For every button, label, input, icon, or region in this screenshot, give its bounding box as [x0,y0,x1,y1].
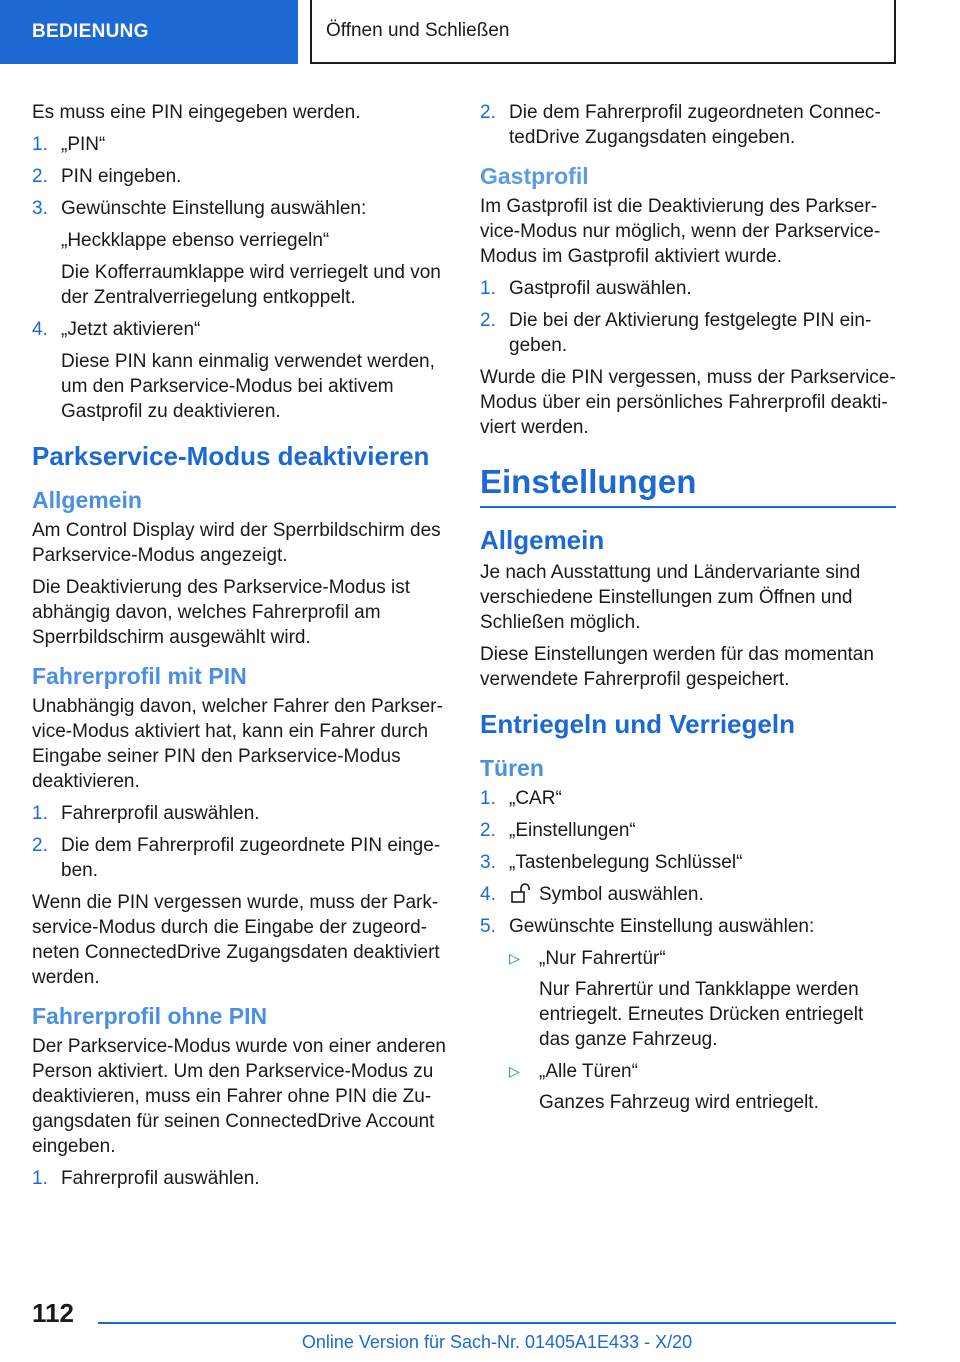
continued-steps [480,100,896,150]
unlock-icon [511,883,533,903]
step-number: 2. [32,166,48,187]
step-text: „Tastenbelegung Schlüssel“ [509,852,743,873]
step-number: 2. [480,310,496,331]
step-text: Die dem Fahrerprofil zugeordneten ConnectedDrive Zugangsdaten eingeben. [509,102,881,148]
guest-steps [480,276,896,358]
footer-text: Online Version für Sach-Nr. 01405A1E433 - X/20 [301,1332,693,1352]
paragraph: Die Deaktivierung des Parkservice-Modus ist abhängig davon, welches Fahrerprofil am Sperrbildschirm ausgewählt wird. [32,577,411,648]
step-text: Symbol auswählen. [539,884,704,905]
triangle-bullet-icon: ▷ [509,950,520,966]
step-note: Diese PIN kann einmalig verwendet werden, um den Parkservice-Modus bei aktivem Gastprofil zu deaktivieren. [61,351,435,422]
step-number: 3. [480,852,496,873]
step-text: „Jetzt aktivieren“ [61,319,201,340]
list-item [480,308,896,358]
step-text: Fahrerprofil auswählen. [61,803,260,824]
section-label: BEDIENUNG [0,0,298,64]
heading-general: Allgemein [32,487,142,513]
list-item [32,196,452,310]
step-option: „Heckklappe ebenso verriegeln“ [61,230,330,251]
step-number: 1. [32,1168,48,1189]
heading-general: Allgemein [480,525,605,555]
option-note: Ganzes Fahrzeug wird entriegelt. [539,1092,819,1113]
chapter-title: Öffnen und Schließen [310,0,896,64]
step-number: 1. [32,803,48,824]
list-item [32,801,452,826]
heading-settings: Einstellungen [480,460,896,508]
list-item [32,317,452,424]
intro-text: Es muss eine PIN eingegeben werden. [32,102,361,123]
list-item [480,276,896,301]
pin-steps [32,132,452,424]
step-text: „Einstellungen“ [509,820,636,841]
heading-doors: Türen [480,755,544,781]
step-number: 4. [32,319,48,340]
paragraph: Unabhängig davon, welcher Fahrer den Parkservice-Modus aktiviert hat, kann ein Fahrer durch Eingabe seiner PIN den Parkservice-Modus deaktivieren. [32,696,443,792]
step-text: Die bei der Aktivierung festgelegte PIN eingeben. [509,310,872,356]
paragraph: Je nach Ausstattung und Ländervariante sind verschiedene Einstellungen zum Öffnen und Schließen möglich. [480,562,861,633]
left-column [32,100,452,1198]
option-item [509,1059,896,1115]
step-number: 2. [32,835,48,856]
step-number: 1. [32,134,48,155]
list-item [480,100,896,150]
step-number: 4. [480,884,496,905]
step-text: Gewünschte Einstellung auswählen: [509,916,815,937]
list-item [480,818,896,843]
page-footer [0,1290,960,1362]
step-text: Die dem Fahrerprofil zugeordnete PIN eingeben. [61,835,441,881]
step-number: 3. [32,198,48,219]
step-text: Fahrerprofil auswählen. [61,1168,260,1189]
list-item [32,1166,452,1191]
heading-with-pin: Fahrerprofil mit PIN [32,663,247,689]
footer-divider [98,1322,896,1324]
option-item [509,946,896,1052]
option-text: „Nur Fahrertür“ [539,948,666,969]
list-item [32,164,452,189]
list-item [480,850,896,875]
without-pin-steps [32,1166,452,1191]
paragraph: Diese Einstellungen werden für das momentan verwendete Fahrerprofil gespeichert. [480,644,874,690]
list-item [32,132,452,157]
step-text: „CAR“ [509,788,562,809]
step-text: PIN eingeben. [61,166,182,187]
step-number: 1. [480,788,496,809]
step-number: 5. [480,916,496,937]
list-item [480,882,896,907]
step-number: 2. [480,102,496,123]
heading-without-pin: Fahrerprofil ohne PIN [32,1003,268,1029]
heading-unlock-lock: Entriegeln und Verriegeln [480,709,795,739]
step-note: Die Kofferraumklappe wird verriegelt und von der Zentralverriegelung entkoppelt. [61,262,441,308]
heading-guest-profile: Gastprofil [480,163,589,189]
door-steps [480,786,896,1115]
option-text: „Alle Türen“ [539,1061,638,1082]
step-number: 1. [480,278,496,299]
with-pin-steps [32,801,452,883]
list-item [32,833,452,883]
list-item [480,786,896,811]
step-number: 2. [480,820,496,841]
triangle-bullet-icon: ▷ [509,1063,520,1079]
right-column [480,100,896,1122]
step-text: „PIN“ [61,134,106,155]
option-note: Nur Fahrertür und Tankklappe werden entriegelt. Erneutes Drücken entriegelt das ganze Fahrzeug. [539,979,864,1050]
heading-deactivate: Parkservice-Modus deaktivieren [32,441,430,471]
step-text: Gewünschte Einstellung auswählen: [61,198,367,219]
paragraph: Wenn die PIN vergessen wurde, muss der Parkservice-Modus durch die Eingabe der zugeordneten ConnectedDrive Zugangsdaten deaktiviert werden. [32,892,440,988]
paragraph: Der Parkservice-Modus wurde von einer anderen Person aktiviert. Um den Parkservice-Modus zu deaktivieren, muss ein Fahrer ohne PIN die Zugangsdaten für seinen ConnectedDrive Account eingeben. [32,1036,446,1157]
list-item [480,914,896,1115]
paragraph: Am Control Display wird der Sperrbildschirm des Parkservice-Modus angezeigt. [32,520,441,566]
step-text: Gastprofil auswählen. [509,278,692,299]
page-number: 112 [32,1298,74,1328]
paragraph: Im Gastprofil ist die Deaktivierung des Parkservice-Modus nur möglich, wenn der Parkservice-Modus im Gastprofil aktiviert wurde. [480,196,881,267]
paragraph: Wurde die PIN vergessen, muss der Parkservice-Modus über ein persönliches Fahrerprofil deaktiviert werden. [480,367,896,438]
page-header [0,0,960,66]
